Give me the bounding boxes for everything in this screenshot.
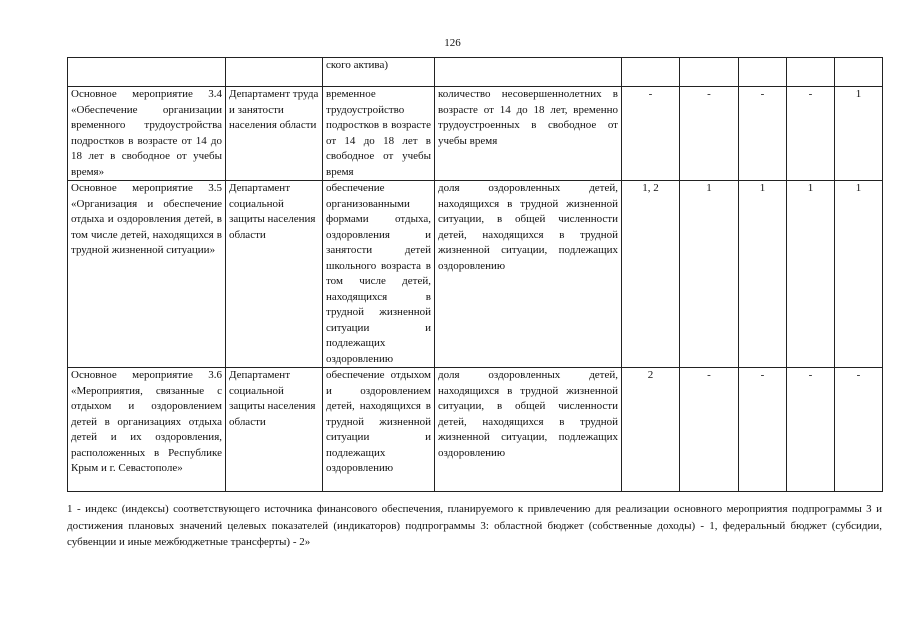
value-cell: 1 xyxy=(739,181,787,368)
indicator-cell: доля оздоровленных детей, находящихся в трудной жизненной ситуации, в общей численности детей, находящихся в трудной жизненной ситуации, подлежащих оздоровлению xyxy=(435,368,622,492)
footnote: 1 - индекс (индексы) соответствующего источника финансового обеспечения, планируемого к привлечению для реализации основного мероприятия подпрограммы 3 и достижения плановых значений целевых показателей (индикаторов) подпрограммы 3: областной бюджет (собственные доходы) - 1, федеральный бюджет (субсидии, субвенции и иные межбюджетные трансферты) - 2» xyxy=(67,503,882,548)
cell-empty xyxy=(226,58,323,87)
measure-cell: Основное мероприятие 3.4 «Обеспечение организации временного трудоустройства подростков в возрасте от 14 до 18 лет в свободное от учебы время» xyxy=(68,87,226,181)
cell-empty xyxy=(622,58,680,87)
value-cell: 1 xyxy=(835,181,883,368)
activity-cell: обеспечение отдыхом и оздоровлением детей, находящихся в трудной жизненной ситуации и подлежащих оздоровлению xyxy=(323,368,435,492)
value-cell: - xyxy=(680,368,739,492)
table-row xyxy=(68,87,883,181)
value-cell: - xyxy=(739,87,787,181)
value-cell: 1 xyxy=(787,181,835,368)
department-cell: Департамент труда и занятости населения области xyxy=(226,87,323,181)
value-cell: - xyxy=(787,87,835,181)
value-cell: - xyxy=(680,87,739,181)
activity-cell: временное трудоустройство подростков в возрасте от 14 до 18 лет в свободное от учебы время xyxy=(323,87,435,181)
cell-empty xyxy=(680,58,739,87)
indicator-cell: доля оздоровленных детей, находящихся в трудной жизненной ситуации, в общей численности детей, находящихся в трудной жизненной ситуации, подлежащих оздоровлению xyxy=(435,181,622,368)
indicator-cell: количество несовершеннолетних в возрасте от 14 до 18 лет, временно трудоустроенных в свободное от учебы время xyxy=(435,87,622,181)
table-row-continuation xyxy=(68,58,883,87)
value-cell: 2 xyxy=(622,368,680,492)
department-cell: Департамент социальной защиты населения области xyxy=(226,368,323,492)
table-row xyxy=(68,368,883,492)
value-cell: - xyxy=(739,368,787,492)
measure-cell: Основное мероприятие 3.6 «Мероприятия, связанные с отдыхом и оздоровлением детей в организациях отдыха детей и их оздоровления, расположенных в Республике Крым и г. Севастополе» xyxy=(68,368,226,492)
measures-table xyxy=(67,57,883,492)
table-row xyxy=(68,181,883,368)
page-number: 126 xyxy=(444,37,461,49)
activity-cell: обеспечение организованными формами отдыха, оздоровления и занятости детей школьного возраста в том числе детей, находящихся в трудной жизненной ситуации и подлежащих оздоровлению xyxy=(323,181,435,368)
department-cell: Департамент социальной защиты населения области xyxy=(226,181,323,368)
cell-empty xyxy=(435,58,622,87)
cell-empty xyxy=(835,58,883,87)
value-cell: - xyxy=(622,87,680,181)
activity-cell: ского актива) xyxy=(323,58,435,87)
value-cell: 1 xyxy=(680,181,739,368)
cell-empty xyxy=(787,58,835,87)
value-cell: 1 xyxy=(835,87,883,181)
cell-empty xyxy=(68,58,226,87)
value-cell: - xyxy=(835,368,883,492)
measure-cell: Основное мероприятие 3.5 «Организация и обеспечение отдыха и оздоровления детей, в том числе детей, находящихся в трудной жизненной ситуации» xyxy=(68,181,226,368)
value-cell: 1, 2 xyxy=(622,181,680,368)
cell-empty xyxy=(739,58,787,87)
value-cell: - xyxy=(787,368,835,492)
